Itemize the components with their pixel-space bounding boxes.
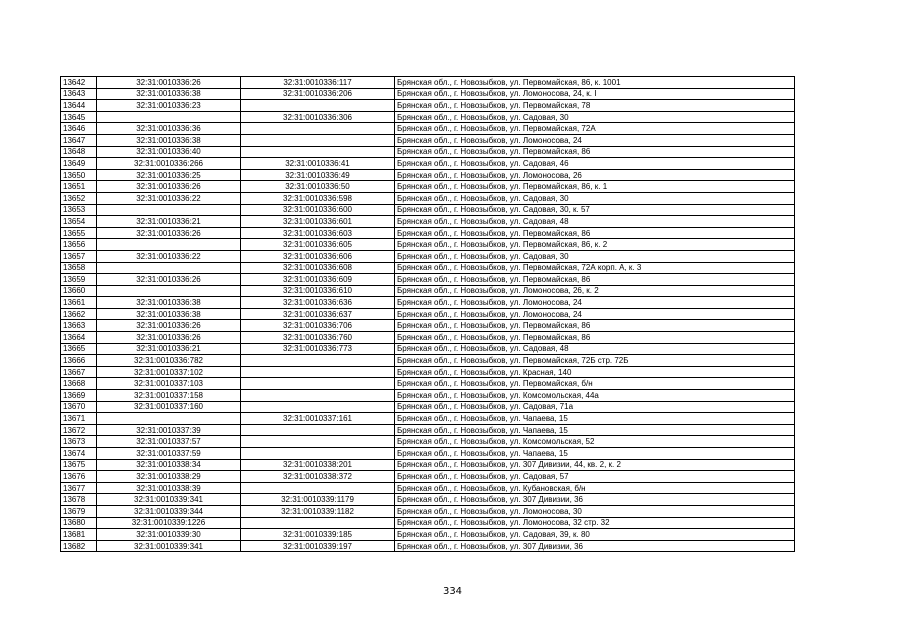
table-row — [61, 505, 795, 517]
table-row — [61, 308, 795, 320]
land-cadastral-number-cell: 32:31:0010336:26 — [97, 77, 241, 89]
building-cadastral-number-cell: 32:31:0010336:117 — [241, 77, 395, 89]
address-cell: Брянская обл., г. Новозыбков, ул. Садовая, 48 — [395, 216, 795, 228]
table-row — [61, 540, 795, 552]
address-cell: Брянская обл., г. Новозыбков, ул. Садовая, 46 — [395, 158, 795, 170]
building-cadastral-number-cell — [241, 146, 395, 158]
table-row — [61, 494, 795, 506]
table-row — [61, 169, 795, 181]
table-row — [61, 355, 795, 367]
address-cell: Брянская обл., г. Новозыбков, ул. Ломоносова, 24 — [395, 134, 795, 146]
table-row — [61, 343, 795, 355]
table-row — [61, 227, 795, 239]
table-row — [61, 181, 795, 193]
table-row — [61, 378, 795, 390]
land-cadastral-number-cell: 32:31:0010337:39 — [97, 424, 241, 436]
address-cell: Брянская обл., г. Новозыбков, ул. Ломоносова, 24 — [395, 308, 795, 320]
building-cadastral-number-cell: 32:31:0010336:610 — [241, 285, 395, 297]
table-row — [61, 88, 795, 100]
address-cell: Брянская обл., г. Новозыбков, ул. Ломоносова, 26 — [395, 169, 795, 181]
row-number-cell: 13645 — [61, 111, 97, 123]
land-cadastral-number-cell: 32:31:0010336:21 — [97, 216, 241, 228]
land-cadastral-number-cell: 32:31:0010336:21 — [97, 343, 241, 355]
land-cadastral-number-cell: 32:31:0010336:26 — [97, 227, 241, 239]
land-cadastral-number-cell: 32:31:0010336:38 — [97, 88, 241, 100]
building-cadastral-number-cell: 32:31:0010336:773 — [241, 343, 395, 355]
row-number-cell: 13675 — [61, 459, 97, 471]
land-cadastral-number-cell: 32:31:0010337:103 — [97, 378, 241, 390]
land-cadastral-number-cell: 32:31:0010336:25 — [97, 169, 241, 181]
land-cadastral-number-cell: 32:31:0010337:59 — [97, 448, 241, 460]
building-cadastral-number-cell — [241, 355, 395, 367]
land-cadastral-number-cell: 32:31:0010336:266 — [97, 158, 241, 170]
land-cadastral-number-cell: 32:31:0010339:341 — [97, 494, 241, 506]
building-cadastral-number-cell — [241, 134, 395, 146]
land-cadastral-number-cell: 32:31:0010339:341 — [97, 540, 241, 552]
table-row — [61, 100, 795, 112]
building-cadastral-number-cell — [241, 448, 395, 460]
land-cadastral-number-cell: 32:31:0010337:57 — [97, 436, 241, 448]
page-number: 334 — [442, 586, 463, 597]
address-cell: Брянская обл., г. Новозыбков, ул. 307 Дивизии, 36 — [395, 494, 795, 506]
table-row — [61, 320, 795, 332]
row-number-cell: 13672 — [61, 424, 97, 436]
building-cadastral-number-cell: 32:31:0010336:601 — [241, 216, 395, 228]
land-cadastral-number-cell: 32:31:0010337:158 — [97, 390, 241, 402]
building-cadastral-number-cell: 32:31:0010336:603 — [241, 227, 395, 239]
land-cadastral-number-cell: 32:31:0010336:40 — [97, 146, 241, 158]
address-cell: Брянская обл., г. Новозыбков, ул. Первомайская, 86 — [395, 227, 795, 239]
building-cadastral-number-cell: 32:31:0010339:197 — [241, 540, 395, 552]
land-cadastral-number-cell: 32:31:0010339:1226 — [97, 517, 241, 529]
row-number-cell: 13653 — [61, 204, 97, 216]
row-number-cell: 13665 — [61, 343, 97, 355]
row-number-cell: 13642 — [61, 77, 97, 89]
row-number-cell: 13680 — [61, 517, 97, 529]
address-cell: Брянская обл., г. Новозыбков, ул. Садовая, 30, к. 57 — [395, 204, 795, 216]
land-cadastral-number-cell: 32:31:0010336:36 — [97, 123, 241, 135]
address-cell: Брянская обл., г. Новозыбков, ул. Ломоносова, 32 стр. 32 — [395, 517, 795, 529]
building-cadastral-number-cell — [241, 401, 395, 413]
building-cadastral-number-cell — [241, 482, 395, 494]
row-number-cell: 13679 — [61, 505, 97, 517]
address-cell: Брянская обл., г. Новозыбков, ул. 307 Дивизии, 36 — [395, 540, 795, 552]
row-number-cell: 13678 — [61, 494, 97, 506]
building-cadastral-number-cell: 32:31:0010336:606 — [241, 250, 395, 262]
table-row — [61, 448, 795, 460]
building-cadastral-number-cell: 32:31:0010336:41 — [241, 158, 395, 170]
address-cell: Брянская обл., г. Новозыбков, ул. Комсомольская, 52 — [395, 436, 795, 448]
building-cadastral-number-cell — [241, 378, 395, 390]
building-cadastral-number-cell: 32:31:0010336:600 — [241, 204, 395, 216]
registry-table — [60, 76, 795, 552]
land-cadastral-number-cell: 32:31:0010336:26 — [97, 320, 241, 332]
land-cadastral-number-cell: 32:31:0010336:38 — [97, 297, 241, 309]
row-number-cell: 13664 — [61, 332, 97, 344]
table-row — [61, 146, 795, 158]
building-cadastral-number-cell: 32:31:0010336:50 — [241, 181, 395, 193]
row-number-cell: 13660 — [61, 285, 97, 297]
row-number-cell: 13674 — [61, 448, 97, 460]
table-row — [61, 390, 795, 402]
table-row — [61, 216, 795, 228]
row-number-cell: 13658 — [61, 262, 97, 274]
address-cell: Брянская обл., г. Новозыбков, ул. Садовая, 30 — [395, 192, 795, 204]
table-row — [61, 77, 795, 89]
land-cadastral-number-cell: 32:31:0010336:22 — [97, 192, 241, 204]
table-row — [61, 192, 795, 204]
address-cell: Брянская обл., г. Новозыбков, ул. Первомайская, 78 — [395, 100, 795, 112]
building-cadastral-number-cell: 32:31:0010339:1182 — [241, 505, 395, 517]
land-cadastral-number-cell: 32:31:0010338:34 — [97, 459, 241, 471]
address-cell: Брянская обл., г. Новозыбков, ул. Первомайская, 72А — [395, 123, 795, 135]
building-cadastral-number-cell: 32:31:0010336:306 — [241, 111, 395, 123]
address-cell: Брянская обл., г. Новозыбков, ул. Первомайская, 72А корп. А, к. 3 — [395, 262, 795, 274]
row-number-cell: 13669 — [61, 390, 97, 402]
land-cadastral-number-cell: 32:31:0010336:26 — [97, 274, 241, 286]
land-cadastral-number-cell: 32:31:0010339:344 — [97, 505, 241, 517]
row-number-cell: 13654 — [61, 216, 97, 228]
address-cell: Брянская обл., г. Новозыбков, ул. Первомайская, 86 — [395, 320, 795, 332]
address-cell: Брянская обл., г. Новозыбков, ул. Комсомольская, 44а — [395, 390, 795, 402]
row-number-cell: 13652 — [61, 192, 97, 204]
building-cadastral-number-cell: 32:31:0010336:636 — [241, 297, 395, 309]
address-cell: Брянская обл., г. Новозыбков, ул. Красная, 140 — [395, 366, 795, 378]
address-cell: Брянская обл., г. Новозыбков, ул. Первомайская, 86 — [395, 274, 795, 286]
row-number-cell: 13677 — [61, 482, 97, 494]
building-cadastral-number-cell: 32:31:0010336:760 — [241, 332, 395, 344]
registry-table-body — [61, 77, 795, 552]
address-cell: Брянская обл., г. Новозыбков, ул. Ломоносова, 26, к. 2 — [395, 285, 795, 297]
address-cell: Брянская обл., г. Новозыбков, ул. Садовая, 30 — [395, 250, 795, 262]
land-cadastral-number-cell: 32:31:0010336:23 — [97, 100, 241, 112]
address-cell: Брянская обл., г. Новозыбков, ул. Садовая, 71а — [395, 401, 795, 413]
building-cadastral-number-cell: 32:31:0010336:706 — [241, 320, 395, 332]
building-cadastral-number-cell — [241, 100, 395, 112]
row-number-cell: 13646 — [61, 123, 97, 135]
row-number-cell: 13656 — [61, 239, 97, 251]
row-number-cell: 13644 — [61, 100, 97, 112]
land-cadastral-number-cell: 32:31:0010336:38 — [97, 308, 241, 320]
table-row — [61, 111, 795, 123]
row-number-cell: 13682 — [61, 540, 97, 552]
address-cell: Брянская обл., г. Новозыбков, ул. Первомайская, 86, к. 2 — [395, 239, 795, 251]
building-cadastral-number-cell: 32:31:0010336:637 — [241, 308, 395, 320]
row-number-cell: 13647 — [61, 134, 97, 146]
row-number-cell: 13662 — [61, 308, 97, 320]
table-row — [61, 123, 795, 135]
building-cadastral-number-cell: 32:31:0010336:608 — [241, 262, 395, 274]
table-row — [61, 285, 795, 297]
building-cadastral-number-cell: 32:31:0010336:605 — [241, 239, 395, 251]
land-cadastral-number-cell: 32:31:0010338:39 — [97, 482, 241, 494]
building-cadastral-number-cell — [241, 366, 395, 378]
address-cell: Брянская обл., г. Новозыбков, ул. Садовая, 30 — [395, 111, 795, 123]
address-cell: Брянская обл., г. Новозыбков, ул. Садовая, 57 — [395, 471, 795, 483]
land-cadastral-number-cell: 32:31:0010337:102 — [97, 366, 241, 378]
address-cell: Брянская обл., г. Новозыбков, ул. Первомайская, 86 — [395, 332, 795, 344]
address-cell: Брянская обл., г. Новозыбков, ул. Садовая, 48 — [395, 343, 795, 355]
row-number-cell: 13648 — [61, 146, 97, 158]
land-cadastral-number-cell — [97, 413, 241, 425]
table-row — [61, 158, 795, 170]
address-cell: Брянская обл., г. Новозыбков, ул. Первомайская, 72Б стр. 72Б — [395, 355, 795, 367]
table-row — [61, 413, 795, 425]
land-cadastral-number-cell — [97, 204, 241, 216]
table-row — [61, 250, 795, 262]
land-cadastral-number-cell: 32:31:0010336:38 — [97, 134, 241, 146]
address-cell: Брянская обл., г. Новозыбков, ул. Ломоносова, 24, к. I — [395, 88, 795, 100]
address-cell: Брянская обл., г. Новозыбков, ул. Первомайская, 86 — [395, 146, 795, 158]
row-number-cell: 13666 — [61, 355, 97, 367]
address-cell: Брянская обл., г. Новозыбков, ул. Чапаева, 15 — [395, 413, 795, 425]
address-cell: Брянская обл., г. Новозыбков, ул. 307 Дивизии, 44, кв. 2, к. 2 — [395, 459, 795, 471]
land-cadastral-number-cell: 32:31:0010337:160 — [97, 401, 241, 413]
building-cadastral-number-cell — [241, 123, 395, 135]
row-number-cell: 13673 — [61, 436, 97, 448]
table-row — [61, 366, 795, 378]
building-cadastral-number-cell: 32:31:0010336:49 — [241, 169, 395, 181]
table-row — [61, 332, 795, 344]
table-row — [61, 517, 795, 529]
table-row — [61, 471, 795, 483]
table-row — [61, 529, 795, 541]
row-number-cell: 13659 — [61, 274, 97, 286]
row-number-cell: 13667 — [61, 366, 97, 378]
address-cell: Брянская обл., г. Новозыбков, ул. Первомайская, 86, к. 1001 — [395, 77, 795, 89]
building-cadastral-number-cell — [241, 436, 395, 448]
address-cell: Брянская обл., г. Новозыбков, ул. Кубановская, б/н — [395, 482, 795, 494]
row-number-cell: 13649 — [61, 158, 97, 170]
row-number-cell: 13663 — [61, 320, 97, 332]
table-row — [61, 401, 795, 413]
row-number-cell: 13657 — [61, 250, 97, 262]
building-cadastral-number-cell: 32:31:0010339:1179 — [241, 494, 395, 506]
land-cadastral-number-cell — [97, 111, 241, 123]
row-number-cell: 13643 — [61, 88, 97, 100]
table-row — [61, 274, 795, 286]
building-cadastral-number-cell: 32:31:0010338:372 — [241, 471, 395, 483]
building-cadastral-number-cell: 32:31:0010336:206 — [241, 88, 395, 100]
table-row — [61, 204, 795, 216]
land-cadastral-number-cell — [97, 285, 241, 297]
building-cadastral-number-cell — [241, 424, 395, 436]
table-row — [61, 262, 795, 274]
address-cell: Брянская обл., г. Новозыбков, ул. Садовая, 39, к. 80 — [395, 529, 795, 541]
row-number-cell: 13651 — [61, 181, 97, 193]
row-number-cell: 13655 — [61, 227, 97, 239]
table-row — [61, 424, 795, 436]
table-row — [61, 459, 795, 471]
address-cell: Брянская обл., г. Новозыбков, ул. Ломоносова, 24 — [395, 297, 795, 309]
table-row — [61, 436, 795, 448]
row-number-cell: 13661 — [61, 297, 97, 309]
row-number-cell: 13668 — [61, 378, 97, 390]
land-cadastral-number-cell: 32:31:0010339:30 — [97, 529, 241, 541]
address-cell: Брянская обл., г. Новозыбков, ул. Чапаева, 15 — [395, 424, 795, 436]
table-row — [61, 239, 795, 251]
land-cadastral-number-cell: 32:31:0010336:26 — [97, 332, 241, 344]
land-cadastral-number-cell — [97, 239, 241, 251]
row-number-cell: 13650 — [61, 169, 97, 181]
land-cadastral-number-cell: 32:31:0010336:26 — [97, 181, 241, 193]
table-row — [61, 297, 795, 309]
building-cadastral-number-cell: 32:31:0010336:598 — [241, 192, 395, 204]
building-cadastral-number-cell: 32:31:0010336:609 — [241, 274, 395, 286]
address-cell: Брянская обл., г. Новозыбков, ул. Первомайская, 86, к. 1 — [395, 181, 795, 193]
building-cadastral-number-cell: 32:31:0010338:201 — [241, 459, 395, 471]
row-number-cell: 13670 — [61, 401, 97, 413]
land-cadastral-number-cell: 32:31:0010336:782 — [97, 355, 241, 367]
building-cadastral-number-cell: 32:31:0010337:161 — [241, 413, 395, 425]
address-cell: Брянская обл., г. Новозыбков, ул. Ломоносова, 30 — [395, 505, 795, 517]
building-cadastral-number-cell: 32:31:0010339:185 — [241, 529, 395, 541]
row-number-cell: 13671 — [61, 413, 97, 425]
table-row — [61, 134, 795, 146]
row-number-cell: 13676 — [61, 471, 97, 483]
table-row — [61, 482, 795, 494]
building-cadastral-number-cell — [241, 390, 395, 402]
row-number-cell: 13681 — [61, 529, 97, 541]
address-cell: Брянская обл., г. Новозыбков, ул. Первомайская, б/н — [395, 378, 795, 390]
land-cadastral-number-cell: 32:31:0010338:29 — [97, 471, 241, 483]
building-cadastral-number-cell — [241, 517, 395, 529]
land-cadastral-number-cell: 32:31:0010336:22 — [97, 250, 241, 262]
land-cadastral-number-cell — [97, 262, 241, 274]
address-cell: Брянская обл., г. Новозыбков, ул. Чапаева, 15 — [395, 448, 795, 460]
